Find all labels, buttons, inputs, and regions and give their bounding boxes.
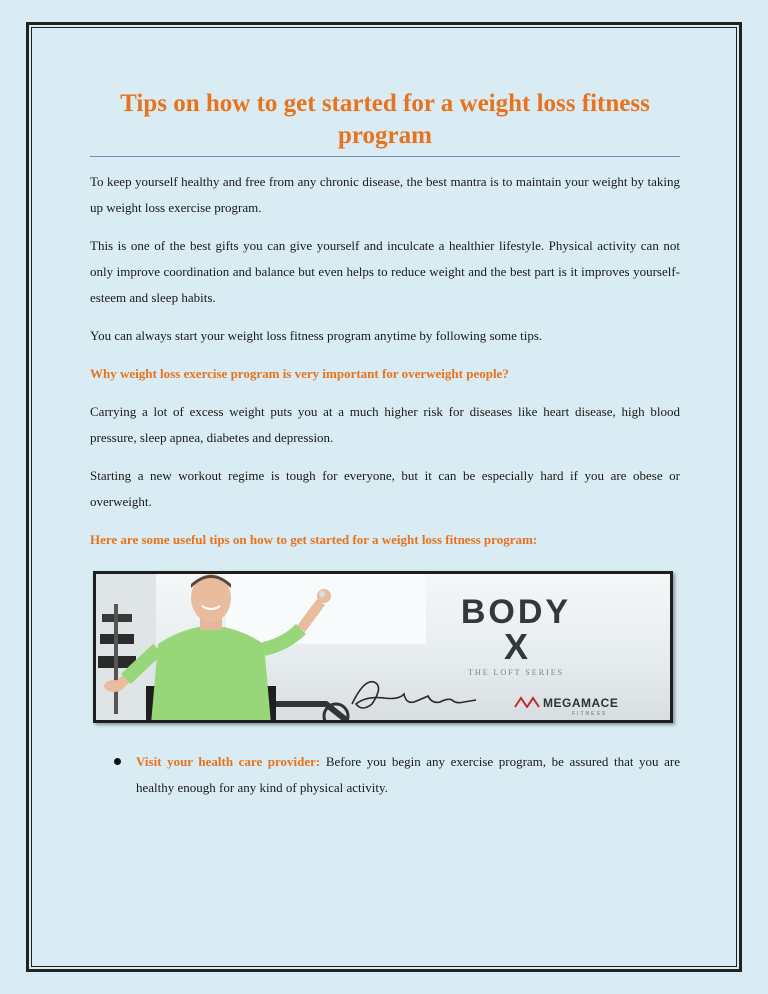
paragraph-benefits: This is one of the best gifts you can give yourself and inculcate a healthier lifestyle. Physical activity can not only improve coordination and balance but even helps to reduce weight and the best part is it improves yourself-esteem and sleep habits. — [90, 238, 680, 305]
promo-banner-image — [93, 571, 673, 723]
signature-graphic — [344, 674, 484, 714]
subheading-tips: Here are some useful tips on how to get started for a weight loss fitness program: — [90, 532, 538, 547]
tip-text: Before you begin any exercise program, be assured that you are healthy enough for any kind of physical activity. — [136, 754, 680, 795]
bullet-icon — [114, 758, 121, 765]
page-title: Tips on how to get started for a weight loss fitness program — [120, 90, 650, 149]
tip-lead: Visit your health care provider: — [136, 754, 321, 769]
document-body — [90, 88, 680, 801]
paragraph-intro: To keep yourself healthy and free from any chronic disease, the best mantra is to maintain your weight by taking up weight loss exercise program. — [90, 174, 680, 215]
brand-title-body: BODY — [460, 593, 572, 631]
paragraph-start: You can always start your weight loss fitness program anytime by following some tips. — [90, 328, 543, 343]
subheading-why: Why weight loss exercise program is very important for overweight people? — [90, 366, 509, 381]
title-divider — [90, 156, 680, 157]
brand-series: THE LOFT SERIES — [467, 668, 565, 677]
brand-title-x: X — [503, 626, 528, 667]
paragraph-regime: Starting a new workout regime is tough for everyone, but it can be especially hard if you are obese or overweight. — [90, 468, 680, 509]
megamace-logo-sub: FITNESS — [572, 711, 608, 717]
megamace-logo-text: MEGAMACE — [543, 696, 619, 710]
megamace-logo — [514, 696, 618, 711]
paragraph-risk: Carrying a lot of excess weight puts you at a much higher risk for diseases like heart disease, high blood pressure, sleep apnea, diabetes and depression. — [90, 404, 680, 445]
list-item — [90, 749, 680, 801]
megamace-mark-icon — [514, 696, 540, 711]
tips-list — [90, 749, 680, 801]
